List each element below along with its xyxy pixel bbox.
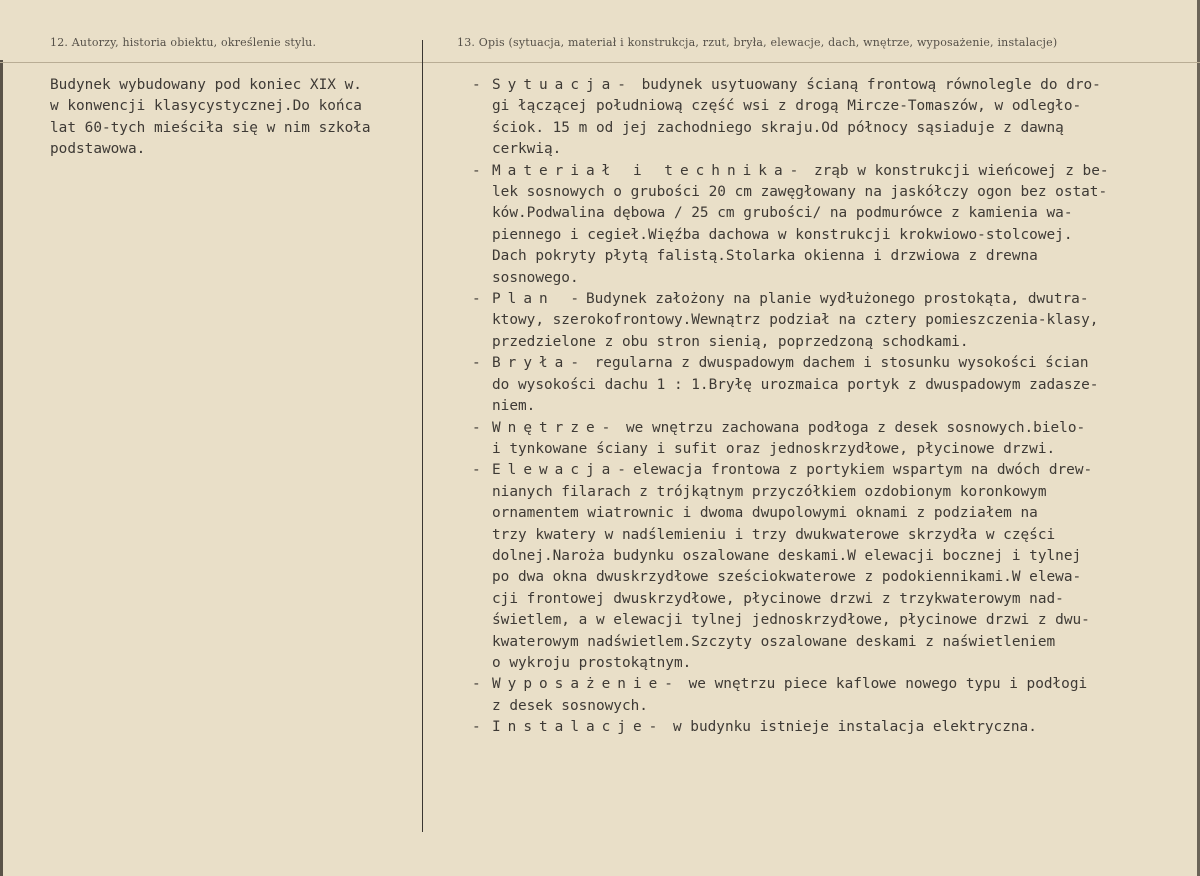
- text-line: trzy kwatery w nadślemieniu i trzy dwukwaterowe skrzydła w części: [492, 526, 1056, 543]
- item-heading: Materiał i technika-: [492, 162, 806, 179]
- text-line: ków.Podwalina dębowa / 25 cm grubości/ na podmurówce z kamienia wa-: [492, 205, 1073, 222]
- text-line: niem.: [492, 398, 536, 415]
- list-item: [472, 460, 1192, 674]
- item-heading: Sytuacja-: [492, 77, 633, 93]
- header-rule: [0, 62, 1200, 63]
- bullet-dash: -: [472, 291, 481, 308]
- text-line: i tynkowane ściany i sufit oraz jednoskrzydłowe, płycinowe drzwi.: [492, 440, 1056, 457]
- item-heading: Wnętrze-: [492, 419, 618, 436]
- text-line: ściok. 15 m od jej zachodniego skraju.Od północy sąsiaduje z dawną: [492, 119, 1064, 136]
- text-line: podstawowa.: [50, 141, 146, 158]
- text-line: cji frontowej dwuskrzydłowe, płycinowe drzwi z trzykwaterowym nad-: [492, 590, 1064, 607]
- text-line: Wnętrze- we wnętrzu zachowana podłoga z desek sosnowych.bielo-: [492, 419, 1086, 436]
- bullet-dash: -: [472, 355, 481, 372]
- text-line: lek sosnowych o grubości 20 cm zawęgłowany na jaskółczy ogon bez ostat-: [492, 184, 1108, 201]
- bullet-dash: -: [472, 719, 481, 736]
- text-line: do wysokości dachu 1 : 1.Bryłę urozmaica portyk z dwuspadowym zadasze-: [492, 376, 1099, 393]
- text-line: Budynek wybudowany pod koniec XIX w.: [50, 77, 362, 93]
- text-line: sosnowego.: [492, 269, 579, 286]
- bullet-dash: -: [472, 419, 481, 436]
- text-line: lat 60-tych mieściła się w nim szkoła: [50, 119, 371, 136]
- text-line: ornamentem wiatrownic i dwoma dwupolowymi oknami z podziałem na: [492, 505, 1038, 522]
- text-line: ktowy, szerokofrontowy.Wewnątrz podział na cztery pomieszczenia-klasy,: [492, 312, 1099, 329]
- list-item: [472, 75, 1192, 161]
- section-13-heading: 13. Opis (sytuacja, materiał i konstrukcja, rzut, bryła, elewacje, dach, wnętrze, wyposażenie, instalacje): [457, 36, 1058, 49]
- text-line: dolnej.Naroża budynku oszalowane deskami.W elewacji bocznej i tylnej: [492, 547, 1082, 564]
- page-left-edge: [0, 60, 3, 876]
- list-item: [472, 161, 1192, 289]
- text-line: piennego i cegieł.Więźba dachowa w konstrukcji krokwiowo-stolcowej.: [492, 226, 1073, 243]
- column-divider: [422, 40, 423, 832]
- text-line: Wyposażenie- we wnętrzu piece kaflowe nowego typu i podłogi: [492, 676, 1088, 693]
- text-line: z desek sosnowych.: [492, 697, 648, 714]
- text-line: o wykroju prostokątnym.: [492, 654, 692, 671]
- text-line: świetlem, a w elewacji tylnej jednoskrzydłowe, płycinowe drzwi z dwu-: [492, 612, 1090, 629]
- bullet-dash: -: [472, 676, 481, 693]
- bullet-dash: -: [472, 77, 481, 93]
- text-line: Dach pokryty płytą falistą.Stolarka okienna i drzwiowa z drewna: [492, 248, 1038, 265]
- item-heading: Bryła-: [492, 355, 586, 372]
- text-line: Sytuacja- budynek usytuowany ścianą frontową równolegle do dro-: [492, 77, 1101, 93]
- text-line: Bryła- regularna z dwuspadowym dachem i stosunku wysokości ścian: [492, 355, 1089, 372]
- list-item: [472, 353, 1192, 417]
- section-12-body: [50, 75, 418, 161]
- item-heading: Wyposażenie-: [492, 676, 680, 693]
- text-line: Elewacja-elewacja frontowa z portykiem wspartym na dwóch drew-: [492, 462, 1093, 479]
- bullet-dash: -: [472, 462, 481, 479]
- list-item: [472, 289, 1192, 353]
- list-item: [472, 418, 1192, 461]
- text-line: kwaterowym nadświetlem.Szczyty oszalowane deskami z naświetleniem: [492, 633, 1056, 650]
- item-heading: Instalacje-: [492, 719, 665, 736]
- text-line: Instalacje- w budynku istnieje instalacja elektryczna.: [492, 719, 1037, 736]
- item-heading: Plan -: [492, 291, 586, 308]
- text-line: przedzielone z obu stron sienią, poprzedzoną schodkami.: [492, 333, 969, 350]
- list-item: [472, 674, 1192, 717]
- item-heading: Elewacja-: [492, 462, 633, 479]
- text-line: Plan -Budynek założony na planie wydłużonego prostokąta, dwutra-: [492, 291, 1089, 308]
- text-line: nianych filarach z trójkątnym przyczółkiem ozdobionym koronkowym: [492, 483, 1047, 500]
- text-line: po dwa okna dwuskrzydłowe sześciokwaterowe z podokiennikami.W elewa-: [492, 569, 1082, 586]
- list-item: [472, 717, 1192, 738]
- section-13-body: [472, 75, 1192, 739]
- bullet-dash: -: [472, 162, 481, 179]
- text-line: gi łączącej południową część wsi z drogą Mircze-Tomaszów, w odległo-: [492, 98, 1082, 115]
- text-line: Materiał i technika- zrąb w konstrukcji wieńcowej z be-: [492, 162, 1109, 179]
- section-12-heading: 12. Autorzy, historia obiektu, określenie stylu.: [50, 36, 317, 49]
- text-line: w konwencji klasycystycznej.Do końca: [50, 98, 362, 115]
- text-line: cerkwią.: [492, 141, 562, 158]
